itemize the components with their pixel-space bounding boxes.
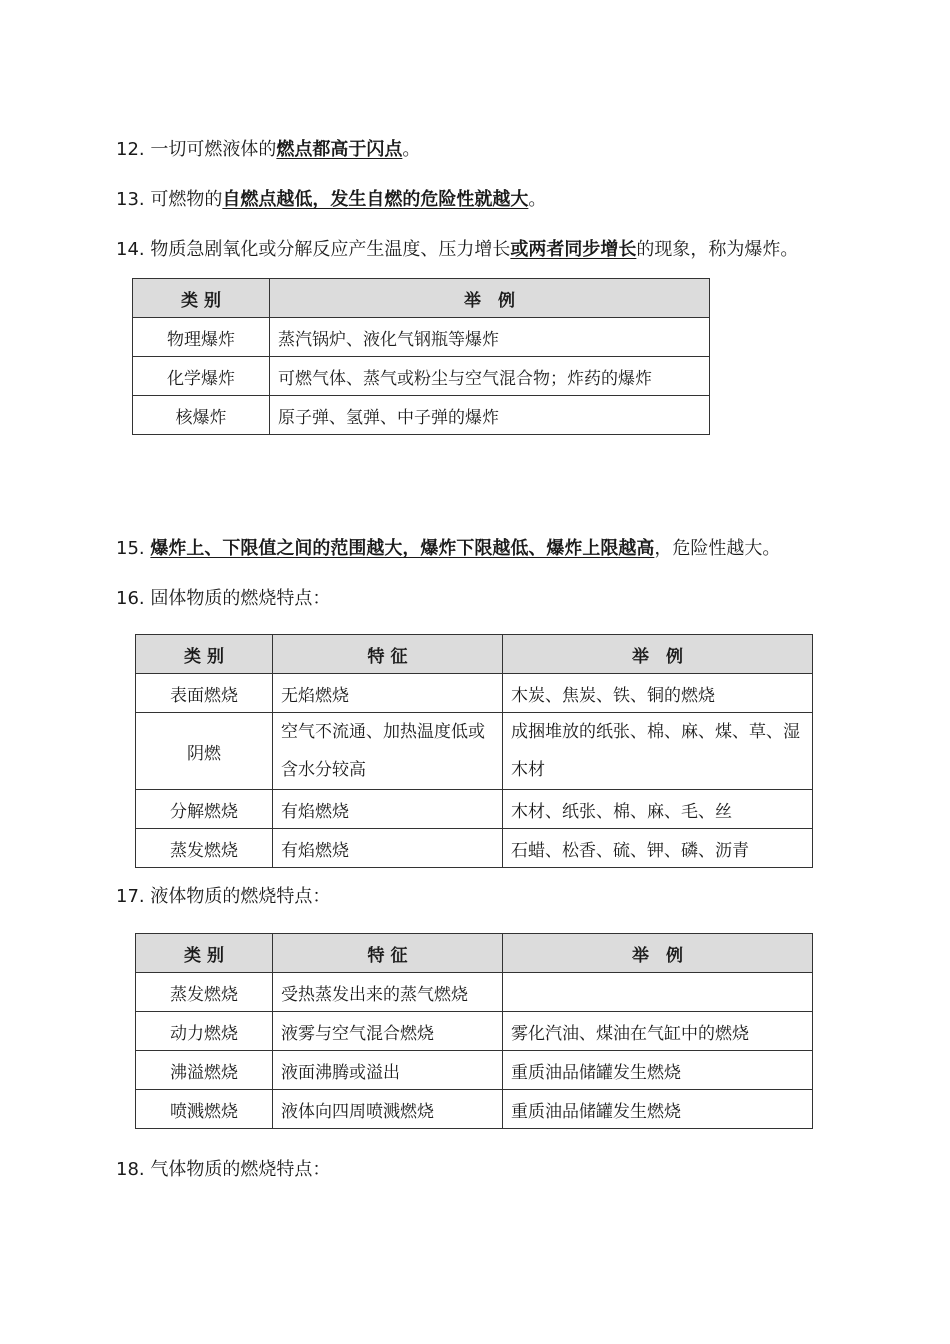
cell-category: 物理爆炸 xyxy=(133,318,270,357)
cell-category: 沸溢燃烧 xyxy=(136,1051,273,1090)
cell-category: 核爆炸 xyxy=(133,396,270,435)
item-number: 18. xyxy=(116,1159,145,1180)
cell-example: 重质油品储罐发生燃烧 xyxy=(503,1090,813,1129)
item-text-end: ，危险性越大。 xyxy=(654,538,781,559)
cell-feature: 空气不流通、加热温度低或含水分较高 xyxy=(273,713,503,790)
cell-example xyxy=(503,973,813,1012)
cell-category: 表面燃烧 xyxy=(136,674,273,713)
item-16 xyxy=(116,587,330,611)
item-text: 可燃物的 xyxy=(150,189,223,210)
table-header-row xyxy=(136,934,813,973)
item-emphasis: 燃点都高于闪点 xyxy=(276,139,403,160)
cell-example: 蒸汽锅炉、液化气钢瓶等爆炸 xyxy=(270,318,710,357)
header-example: 举 例 xyxy=(270,279,710,318)
item-text-end: 的现象，称为爆炸。 xyxy=(636,239,799,260)
cell-feature: 有焰燃烧 xyxy=(273,790,503,829)
cell-feature: 液雾与空气混合燃烧 xyxy=(273,1012,503,1051)
explosion-types-table xyxy=(132,278,710,435)
item-emphasis: 爆炸上、下限值之间的范围越大，爆炸下限越低、爆炸上限越高 xyxy=(150,538,655,559)
item-17 xyxy=(116,885,330,909)
cell-category: 蒸发燃烧 xyxy=(136,973,273,1012)
item-18 xyxy=(116,1158,330,1182)
item-number: 17. xyxy=(116,886,145,907)
header-category: 类 别 xyxy=(133,279,270,318)
item-number: 12. xyxy=(116,139,145,160)
header-category: 类 别 xyxy=(136,934,273,973)
cell-feature: 液面沸腾或溢出 xyxy=(273,1051,503,1090)
item-14 xyxy=(116,238,798,262)
header-feature: 特 征 xyxy=(273,635,503,674)
item-number: 14. xyxy=(116,239,145,260)
item-text: 一切可燃液体的 xyxy=(150,139,277,160)
cell-feature: 无焰燃烧 xyxy=(273,674,503,713)
table-row xyxy=(133,357,710,396)
cell-category: 分解燃烧 xyxy=(136,790,273,829)
cell-example: 石蜡、松香、硫、钾、磷、沥青 xyxy=(503,829,813,868)
item-text-end: 。 xyxy=(402,139,421,160)
cell-category: 化学爆炸 xyxy=(133,357,270,396)
cell-example: 原子弹、氢弹、中子弹的爆炸 xyxy=(270,396,710,435)
table-row xyxy=(136,713,813,790)
table-row xyxy=(136,829,813,868)
table-row xyxy=(136,790,813,829)
cell-example: 重质油品储罐发生燃烧 xyxy=(503,1051,813,1090)
item-number: 16. xyxy=(116,588,145,609)
cell-feature: 液体向四周喷溅燃烧 xyxy=(273,1090,503,1129)
table-row xyxy=(136,1012,813,1051)
item-text: 气体物质的燃烧特点： xyxy=(150,1159,331,1180)
item-12 xyxy=(116,138,420,162)
table-row xyxy=(133,396,710,435)
table-row xyxy=(136,674,813,713)
liquid-combustion-table xyxy=(135,933,813,1129)
cell-example: 木材、纸张、棉、麻、毛、丝 xyxy=(503,790,813,829)
item-text-end: 。 xyxy=(528,189,547,210)
header-feature: 特 征 xyxy=(273,934,503,973)
header-example: 举 例 xyxy=(503,635,813,674)
table-row xyxy=(136,973,813,1012)
item-15 xyxy=(116,537,780,561)
cell-example: 成捆堆放的纸张、棉、麻、煤、草、湿木材 xyxy=(503,713,813,790)
cell-example: 可燃气体、蒸气或粉尘与空气混合物；炸药的爆炸 xyxy=(270,357,710,396)
item-emphasis: 或两者同步增长 xyxy=(510,239,637,260)
cell-example: 木炭、焦炭、铁、铜的燃烧 xyxy=(503,674,813,713)
cell-feature: 有焰燃烧 xyxy=(273,829,503,868)
cell-feature: 受热蒸发出来的蒸气燃烧 xyxy=(273,973,503,1012)
item-text: 固体物质的燃烧特点： xyxy=(150,588,331,609)
item-emphasis: 自燃点越低，发生自燃的危险性就越大 xyxy=(222,189,529,210)
item-13 xyxy=(116,188,546,212)
table-row xyxy=(136,1090,813,1129)
table-row xyxy=(136,1051,813,1090)
item-text: 液体物质的燃烧特点： xyxy=(150,886,331,907)
table-header-row xyxy=(136,635,813,674)
item-text: 物质急剧氧化或分解反应产生温度、压力增长 xyxy=(150,239,511,260)
table-header-row xyxy=(133,279,710,318)
cell-category: 蒸发燃烧 xyxy=(136,829,273,868)
cell-category: 喷溅燃烧 xyxy=(136,1090,273,1129)
table-row xyxy=(133,318,710,357)
cell-category: 阴燃 xyxy=(136,713,273,790)
header-example: 举 例 xyxy=(503,934,813,973)
solid-combustion-table xyxy=(135,634,813,868)
cell-example: 雾化汽油、煤油在气缸中的燃烧 xyxy=(503,1012,813,1051)
item-number: 15. xyxy=(116,538,145,559)
header-category: 类 别 xyxy=(136,635,273,674)
item-number: 13. xyxy=(116,189,145,210)
cell-category: 动力燃烧 xyxy=(136,1012,273,1051)
